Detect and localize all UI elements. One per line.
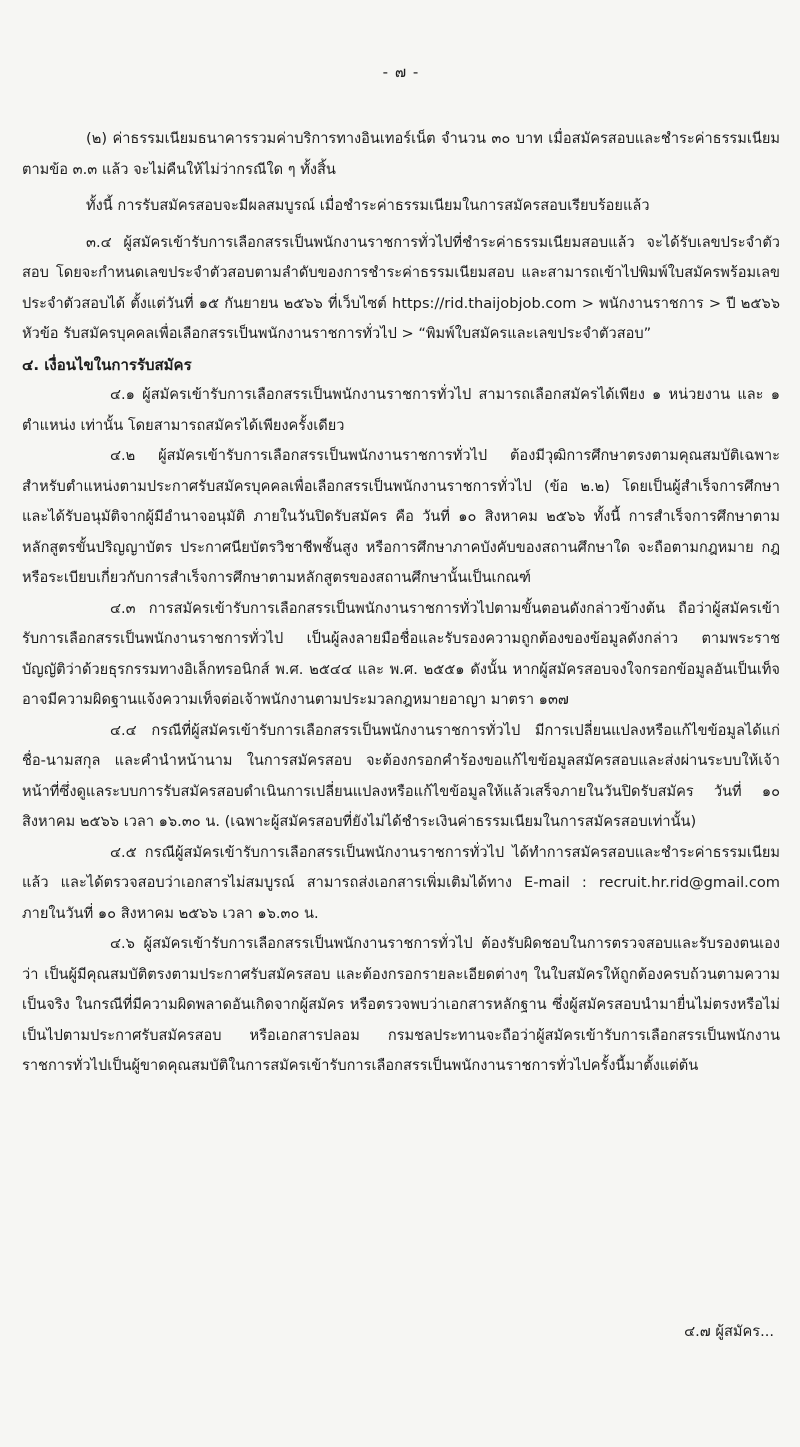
paragraph-item-4-5: ๔.๕ กรณีผู้สมัครเข้ารับการเลือกสรรเป็นพนักงานราชการทั่วไป ได้ทำการสมัครสอบและชำระค่าธรรมเนียมแล้ว และได้ตรวจสอบว่าเอกสารไม่สมบูรณ์ สามารถส่งเอกสารเพิ่มเติมได้ทาง E-mail : recruit.hr.rid@gmail.com ภายในวันที่ ๑๐ สิงหาคม ๒๕๖๖ เวลา ๑๖.๓๐ น.: [22, 843, 780, 922]
paragraph-item-3-4: ๓.๔ ผู้สมัครเข้ารับการเลือกสรรเป็นพนักงานราชการทั่วไปที่ชำระค่าธรรมเนียมสอบแล้ว จะได้รับเลขประจำตัวสอบ โดยจะกำหนดเลขประจำตัวสอบตามลำดับของการชำระค่าธรรมเนียมสอบ และสามารถเข้าไปพิมพ์ใบสมัครพร้อมเลขประจำตัวสอบได้ ตั้งแต่วันที่ ๑๕ กันยายน ๒๕๖๖ ที่เว็บไซต์ https://rid.thaijobjob.com > พนักงานราชการ > ปี ๒๕๖๖ หัวข้อ รับสมัครบุคคลเพื่อเลือกสรรเป็นพนักงานราชการทั่วไป > “พิมพ์ใบสมัครและเลขประจำตัวสอบ”: [22, 233, 780, 342]
paragraph-item-4-1: ๔.๑ ผู้สมัครเข้ารับการเลือกสรรเป็นพนักงานราชการทั่วไป สามารถเลือกสมัครได้เพียง ๑ หน่วยงาน และ ๑ ตำแหน่ง เท่านั้น โดยสามารถสมัครได้เพียงครั้งเดียว: [22, 386, 780, 434]
paragraph-fee-complete: ทั้งนี้ การรับสมัครสอบจะมีผลสมบูรณ์ เมื่อชำระค่าธรรมเนียมในการสมัครสอบเรียบร้อยแล้ว: [86, 197, 650, 214]
section-4-heading: ๔. เงื่อนไขในการรับสมัคร: [22, 355, 192, 374]
continuation-marker: ๔.๗ ผู้สมัคร...: [684, 1323, 774, 1340]
paragraph-fee-note-2: (๒) ค่าธรรมเนียมธนาคารรวมค่าบริการทางอินเทอร์เน็ต จำนวน ๓๐ บาท เมื่อสมัครสอบและชำระค่าธรรมเนียมตามข้อ ๓.๓ แล้ว จะไม่คืนให้ไม่ว่ากรณีใด ๆ ทั้งสิ้น: [22, 130, 780, 178]
paragraph-item-4-6: ๔.๖ ผู้สมัครเข้ารับการเลือกสรรเป็นพนักงานราชการทั่วไป ต้องรับผิดชอบในการตรวจสอบและรับรองตนเองว่า เป็นผู้มีคุณสมบัติตรงตามประกาศรับสมัครสอบ และต้องกรอกรายละเอียดต่างๆ ในใบสมัครให้ถูกต้องครบถ้วนตามความเป็นจริง ในกรณีที่มีความผิดพลาดอันเกิดจากผู้สมัคร หรือตรวจพบว่าเอกสารหลักฐาน ซึ่งผู้สมัครสอบนำมายื่นไม่ตรงหรือไม่เป็นไปตามประกาศรับสมัครสอบ หรือเอกสารปลอม กรมชลประทานจะถือว่าผู้สมัครเข้ารับการเลือกสรรเป็นพนักงานราชการทั่วไปเป็นผู้ขาดคุณสมบัติในการสมัครเข้ารับการเลือกสรรเป็นพนักงานราชการทั่วไปครั้งนี้มาตั้งแต่ต้น: [22, 935, 780, 1074]
page-number: - ๗ -: [382, 63, 420, 81]
paragraph-item-4-2: ๔.๒ ผู้สมัครเข้ารับการเลือกสรรเป็นพนักงานราชการทั่วไป ต้องมีวุฒิการศึกษาตรงตามคุณสมบัติเฉพาะสำหรับตำแหน่งตามประกาศรับสมัครบุคคลเพื่อเลือกสรรเป็นพนักงานราชการทั่วไป (ข้อ ๒.๒) โดยเป็นผู้สำเร็จการศึกษาและได้รับอนุมัติจากผู้มีอำนาจอนุมัติ ภายในวันปิดรับสมัคร คือ วันที่ ๑๐ สิงหาคม ๒๕๖๖ ทั้งนี้ การสำเร็จการศึกษาตามหลักสูตรขั้นปริญญาบัตร ประกาศนียบัตรวิชาชีพชั้นสูง หรือการศึกษาภาคบังคับของสถานศึกษาใด จะถือตามกฎหมาย กฎหรือระเบียบเกี่ยวกับการสำเร็จการศึกษาตามหลักสูตรของสถานศึกษานั้นเป็นเกณฑ์: [22, 447, 780, 586]
paragraph-item-4-4: ๔.๔ กรณีที่ผู้สมัครเข้ารับการเลือกสรรเป็นพนักงานราชการทั่วไป มีการเปลี่ยนแปลงหรือแก้ไขข้อมูลได้แก่ ชื่อ-นามสกุล และคำนำหน้านาม ในการสมัครสอบ จะต้องกรอกคำร้องขอแก้ไขข้อมูลสมัครสอบและส่งผ่านระบบให้เจ้าหน้าที่ซึ่งดูแลระบบการรับสมัครสอบดำเนินการเปลี่ยนแปลงหรือแก้ไขข้อมูลให้แล้วเสร็จภายในวันปิดรับสมัคร วันที่ ๑๐ สิงหาคม ๒๕๖๖ เวลา ๑๖.๓๐ น. (เฉพาะผู้สมัครสอบที่ยังไม่ได้ชำระเงินค่าธรรมเนียมในการสมัครสอบเท่านั้น): [22, 721, 780, 830]
paragraph-item-4-3: ๔.๓ การสมัครเข้ารับการเลือกสรรเป็นพนักงานราชการทั่วไปตามขั้นตอนดังกล่าวข้างต้น ถือว่าผู้สมัครเข้ารับการเลือกสรรเป็นพนักงานราชการทั่วไป เป็นผู้ลงลายมือชื่อและรับรองความถูกต้องของข้อมูลดังกล่าว ตามพระราชบัญญัติว่าด้วยธุรกรรมทางอิเล็กทรอนิกส์ พ.ศ. ๒๕๔๔ และ พ.ศ. ๒๕๕๑ ดังนั้น หากผู้สมัครสอบจงใจกรอกข้อมูลอันเป็นเท็จ อาจมีความผิดฐานแจ้งความเท็จต่อเจ้าพนักงานตามประมวลกฎหมายอาญา มาตรา ๑๓๗: [22, 599, 780, 708]
